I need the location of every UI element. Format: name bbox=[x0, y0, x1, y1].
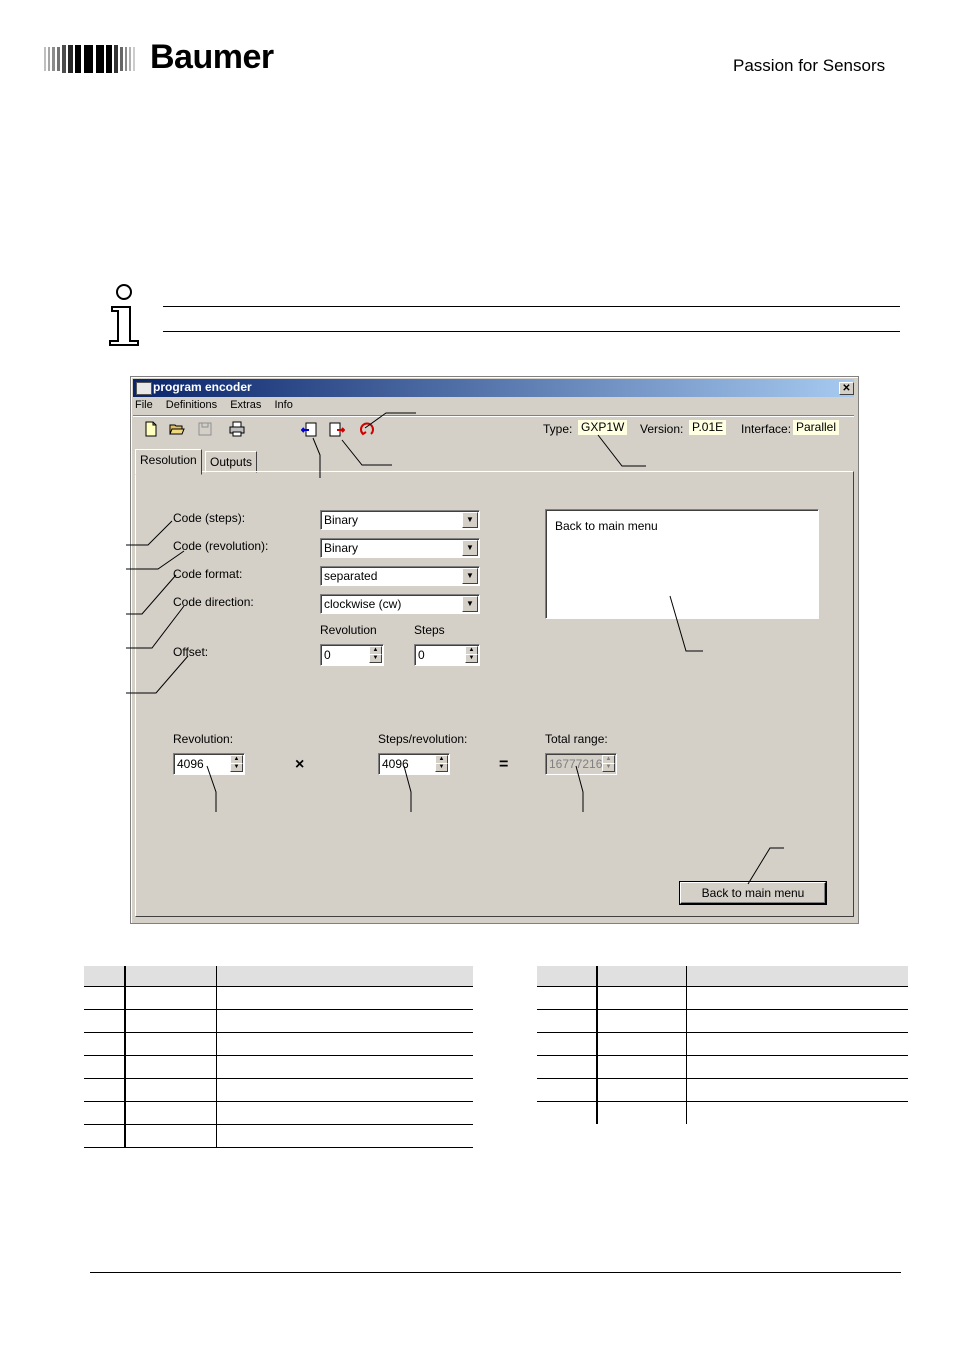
spin-up-icon[interactable]: ▲ bbox=[435, 755, 448, 764]
menu-file[interactable]: File bbox=[135, 399, 153, 411]
legend-table-right bbox=[537, 966, 908, 1124]
chevron-down-icon[interactable]: ▼ bbox=[462, 596, 478, 612]
revolution-value: 4096 bbox=[177, 757, 204, 771]
callout-line bbox=[404, 766, 411, 812]
code-direction-value: clockwise (cw) bbox=[324, 597, 402, 611]
table-row bbox=[537, 987, 908, 1010]
table-row bbox=[84, 1125, 473, 1148]
table-row bbox=[84, 1079, 473, 1102]
total-range-label: Total range: bbox=[545, 732, 608, 746]
table-row bbox=[537, 1102, 908, 1125]
menu-info[interactable]: Info bbox=[274, 399, 293, 411]
equals-sign: = bbox=[499, 756, 509, 773]
table-row bbox=[84, 1102, 473, 1125]
spin-up-icon[interactable]: ▲ bbox=[465, 646, 478, 655]
spin-up-icon: ▲ bbox=[602, 755, 615, 764]
tab-resolution[interactable]: Resolution bbox=[135, 449, 202, 475]
interface-label: Interface: bbox=[741, 422, 792, 436]
close-button[interactable]: ✕ bbox=[839, 382, 854, 395]
code-steps-value: Binary bbox=[324, 513, 359, 527]
tab-outputs[interactable]: Outputs bbox=[205, 451, 257, 473]
callout-line bbox=[207, 766, 216, 812]
window-title: program encoder bbox=[153, 380, 252, 394]
callout-line bbox=[576, 766, 583, 812]
type-label: Type: bbox=[543, 422, 573, 436]
help-text: Back to main menu bbox=[555, 519, 658, 533]
tagline: Passion for Sensors bbox=[733, 56, 886, 75]
steps-revolution-label: Steps/revolution: bbox=[378, 732, 468, 746]
back-to-main-menu-button[interactable]: Back to main menu bbox=[680, 882, 826, 904]
table-row bbox=[84, 1010, 473, 1033]
steps-revolution-value: 4096 bbox=[382, 757, 409, 771]
spin-down-icon[interactable]: ▼ bbox=[465, 654, 478, 663]
chevron-down-icon[interactable]: ▼ bbox=[462, 512, 478, 528]
table-row bbox=[537, 1033, 908, 1056]
code-direction-label: Code direction: bbox=[173, 595, 254, 609]
callout-line bbox=[342, 440, 392, 465]
total-range-value: 16777216 bbox=[549, 757, 603, 771]
offset-steps-value: 0 bbox=[418, 648, 425, 662]
callout-line bbox=[126, 575, 176, 614]
code-format-value: separated bbox=[324, 569, 378, 583]
table-row bbox=[84, 987, 473, 1010]
table-row bbox=[537, 1079, 908, 1102]
offset-revolution-label: Revolution bbox=[320, 623, 377, 637]
callout-line bbox=[670, 596, 703, 651]
callout-line bbox=[126, 521, 172, 545]
code-steps-label: Code (steps): bbox=[173, 511, 246, 525]
callout-line bbox=[365, 413, 416, 428]
chevron-down-icon[interactable]: ▼ bbox=[462, 540, 478, 556]
spin-down-icon: ▼ bbox=[602, 763, 615, 772]
table-row bbox=[84, 1056, 473, 1079]
chevron-down-icon[interactable]: ▼ bbox=[462, 568, 478, 584]
table-row bbox=[537, 1056, 908, 1079]
callout-line bbox=[126, 606, 184, 648]
spin-down-icon[interactable]: ▼ bbox=[230, 763, 243, 772]
brand-name: Baumer bbox=[150, 38, 274, 76]
code-revolution-label: Code (revolution): bbox=[173, 539, 269, 553]
spin-up-icon[interactable]: ▲ bbox=[369, 646, 382, 655]
type-value: GXP1W bbox=[578, 420, 627, 435]
multiply-sign: × bbox=[295, 756, 305, 773]
offset-label: Offset: bbox=[173, 645, 209, 659]
callout-line bbox=[313, 438, 320, 478]
table-row bbox=[537, 1010, 908, 1033]
interface-value: Parallel bbox=[793, 420, 839, 435]
legend-table-left bbox=[84, 966, 473, 1148]
spin-down-icon[interactable]: ▼ bbox=[435, 763, 448, 772]
callout-line bbox=[748, 848, 784, 884]
callout-line bbox=[126, 656, 188, 693]
spin-up-icon[interactable]: ▲ bbox=[230, 755, 243, 764]
code-format-label: Code format: bbox=[173, 567, 243, 581]
table-row bbox=[84, 1033, 473, 1056]
offset-revolution-value: 0 bbox=[324, 648, 331, 662]
code-revolution-value: Binary bbox=[324, 541, 359, 555]
version-value: P.01E bbox=[689, 420, 726, 435]
spin-down-icon[interactable]: ▼ bbox=[369, 654, 382, 663]
offset-steps-label: Steps bbox=[414, 623, 445, 637]
menu-definitions[interactable]: Definitions bbox=[165, 399, 218, 411]
version-label: Version: bbox=[640, 422, 684, 436]
menu-extras[interactable]: Extras bbox=[230, 399, 262, 411]
footer-rule bbox=[90, 1272, 901, 1273]
table-header-row bbox=[537, 966, 908, 987]
callout-line bbox=[126, 551, 184, 569]
table-header-row bbox=[84, 966, 473, 987]
revolution-label: Revolution: bbox=[173, 732, 234, 746]
callout-line bbox=[598, 435, 646, 466]
